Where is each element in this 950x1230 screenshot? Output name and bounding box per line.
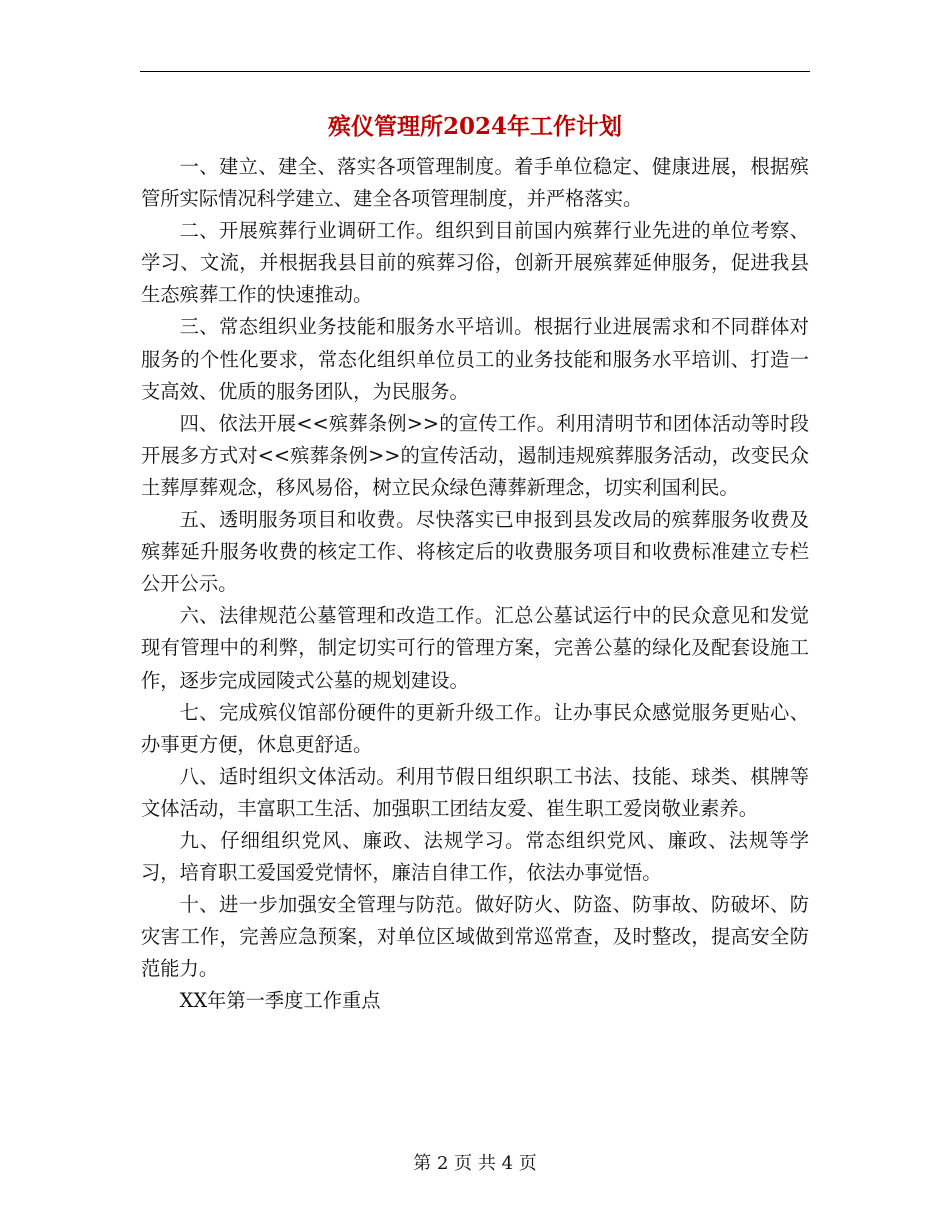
paragraph-11: XX年第一季度工作重点 [179,989,381,1013]
paragraph-6: 六、法律规范公墓管理和改造工作。汇总公墓试运行中的民众意见和发觉现有管理中的利弊，制定切实可行的管理方案，完善公墓的绿化及配套设施工作，逐步完成园陵式公墓的规划建设。 [141,604,809,692]
paragraph-1: 一、建立、建全、落实各项管理制度。着手单位稳定、健康进展，根据殡管所实际情况科学建立、建全各项管理制度，并严格落实。 [141,155,809,211]
paragraph-4: 四、依法开展<<殡葬条例>>的宣传工作。利用清明节和团体活动等时段开展多方式对<<殡葬条例>>的宣传活动，遏制违规殡葬服务活动，改变民众土葬厚葬观念，移风易俗，树立民众绿色薄葬新理念，切实利国利民。 [141,411,809,499]
paragraph-9: 九、仔细组织党风、廉政、法规学习。常态组织党风、廉政、法规等学习，培育职工爱国爱党情怀，廉洁自律工作，依法办事觉悟。 [141,828,809,885]
paragraph-3: 三、常态组织业务技能和服务水平培训。根据行业进展需求和不同群体对服务的个性化要求，常态化组织单位员工的业务技能和服务水平培训、打造一支高效、优质的服务团队，为民服务。 [141,315,809,403]
paragraph-7: 七、完成殡仪馆部份硬件的更新升级工作。让办事民众感觉服务更贴心、办事更方便，休息更舒适。 [141,700,809,756]
paragraph-2: 二、开展殡葬行业调研工作。组织到目前国内殡葬行业先进的单位考察、学习、文流，并根据我县目前的殡葬习俗，创新开展殡葬延伸服务，促进我县生态殡葬工作的快速推动。 [141,219,809,307]
page-footer: 第 2 页 共 4 页 [413,1153,537,1174]
paragraph-10: 十、进一步加强安全管理与防范。做好防火、防盗、防事故、防破坏、防灾害工作，完善应急预案，对单位区域做到常巡常查，及时整改，提高安全防范能力。 [141,893,809,981]
header-rule [140,71,810,72]
paragraph-8: 八、适时组织文体活动。利用节假日组织职工书法、技能、球类、棋牌等文体活动，丰富职工生活、加强职工团结友爱、崔生职工爱岗敬业素养。 [141,764,809,820]
paragraph-5: 五、透明服务项目和收费。尽快落实已申报到县发改局的殡葬服务收费及殡葬延升服务收费的核定工作、将核定后的收费服务项目和收费标准建立专栏公开公示。 [141,508,809,596]
document-title: 殡仪管理所2024年工作计划 [327,113,622,140]
document-body [141,151,809,1018]
